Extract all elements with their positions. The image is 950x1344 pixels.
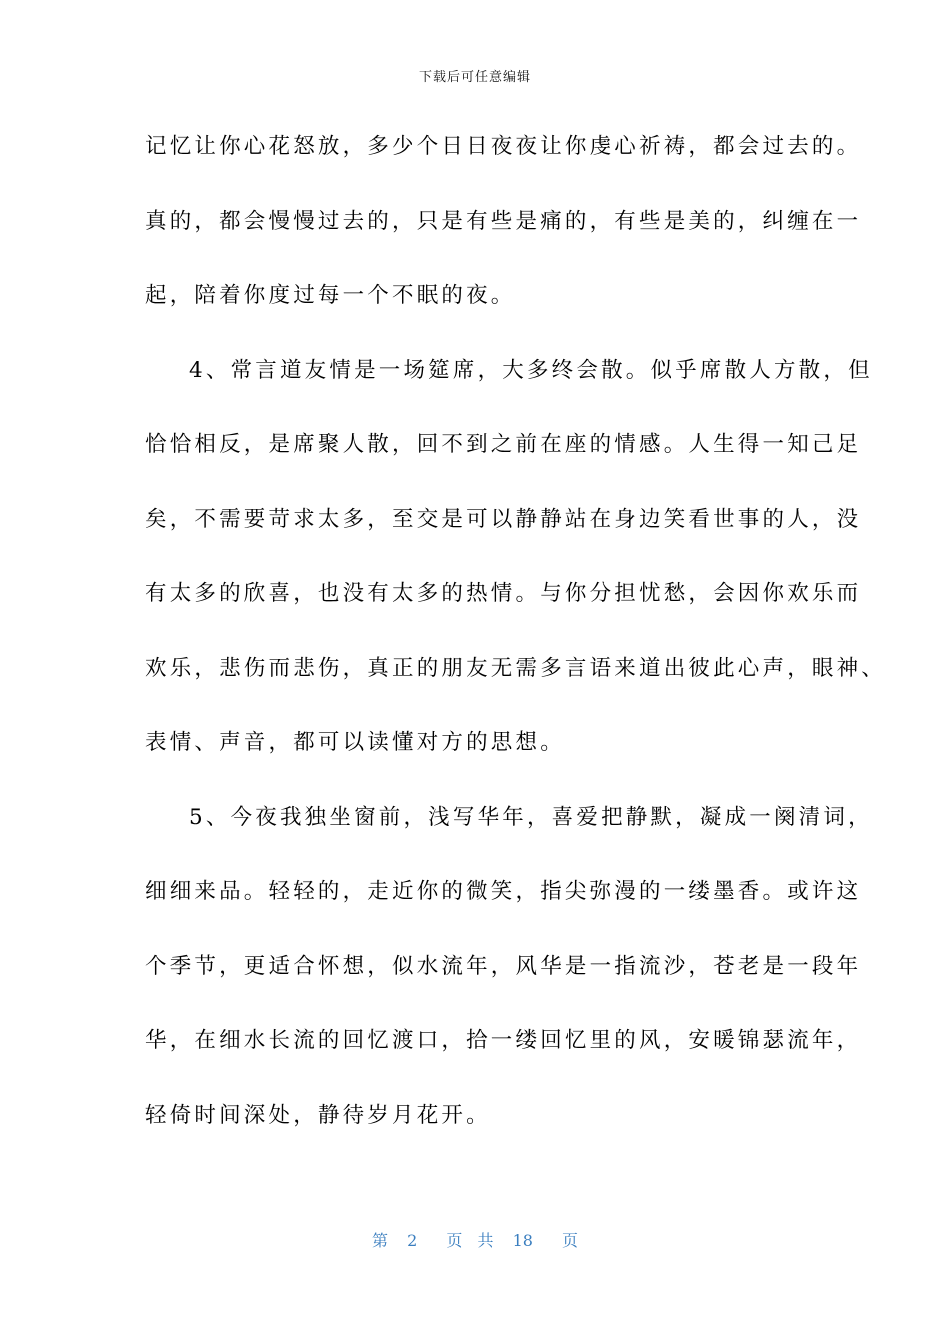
footer-total-label: 共 bbox=[477, 1231, 494, 1250]
document-body bbox=[145, 125, 887, 1168]
paragraph-4-start: 4、常言道友情是一场筵席，大多终会散。似乎席散人方散，但 bbox=[189, 357, 873, 383]
text-line: 个季节，更适合怀想，似水流年，风华是一指流沙，苍老是一段年 bbox=[145, 953, 862, 979]
text-line: 欢乐，悲伤而悲伤，真正的朋友无需多言语来道出彼此心声，眼神、 bbox=[145, 655, 887, 681]
footer-prefix: 第 bbox=[371, 1231, 388, 1250]
current-page-number: 2 bbox=[407, 1231, 418, 1250]
text-line: 恰恰相反，是席聚人散，回不到之前在座的情感。人生得一知己足 bbox=[145, 432, 862, 457]
footer-suffix: 页 bbox=[562, 1231, 579, 1250]
page-header: 下载后可任意编辑 bbox=[418, 70, 531, 85]
text-line: 表情、声音，都可以读懂对方的思想。 bbox=[145, 730, 565, 755]
footer-page-label: 页 bbox=[446, 1231, 463, 1250]
paragraph-5-start: 5、今夜我独坐窗前，浅写华年，喜爱把静默，凝成一阕清词， bbox=[189, 804, 873, 830]
page-footer bbox=[0, 1228, 950, 1251]
text-line: 记忆让你心花怒放，多少个日日夜夜让你虔心祈祷，都会过去的。 bbox=[145, 134, 862, 159]
text-line: 华，在细水长流的回忆渡口，拾一缕回忆里的风，安暖锦瑟流年， bbox=[145, 1028, 862, 1053]
total-pages-number: 18 bbox=[512, 1231, 533, 1250]
text-line: 矣，不需要苛求太多，至交是可以静静站在身边笑看世事的人，没 bbox=[145, 506, 862, 532]
text-line: 细细来品。轻轻的，走近你的微笑，指尖弥漫的一缕墨香。或许这 bbox=[145, 879, 862, 904]
text-line: 真的，都会慢慢过去的，只是有些是痛的，有些是美的，纠缠在一 bbox=[145, 208, 862, 234]
text-line: 轻倚时间深处，静待岁月花开。 bbox=[145, 1102, 491, 1128]
text-line: 起，陪着你度过每一个不眠的夜。 bbox=[145, 283, 516, 308]
text-line: 有太多的欣喜，也没有太多的热情。与你分担忧愁，会因你欢乐而 bbox=[145, 581, 862, 606]
